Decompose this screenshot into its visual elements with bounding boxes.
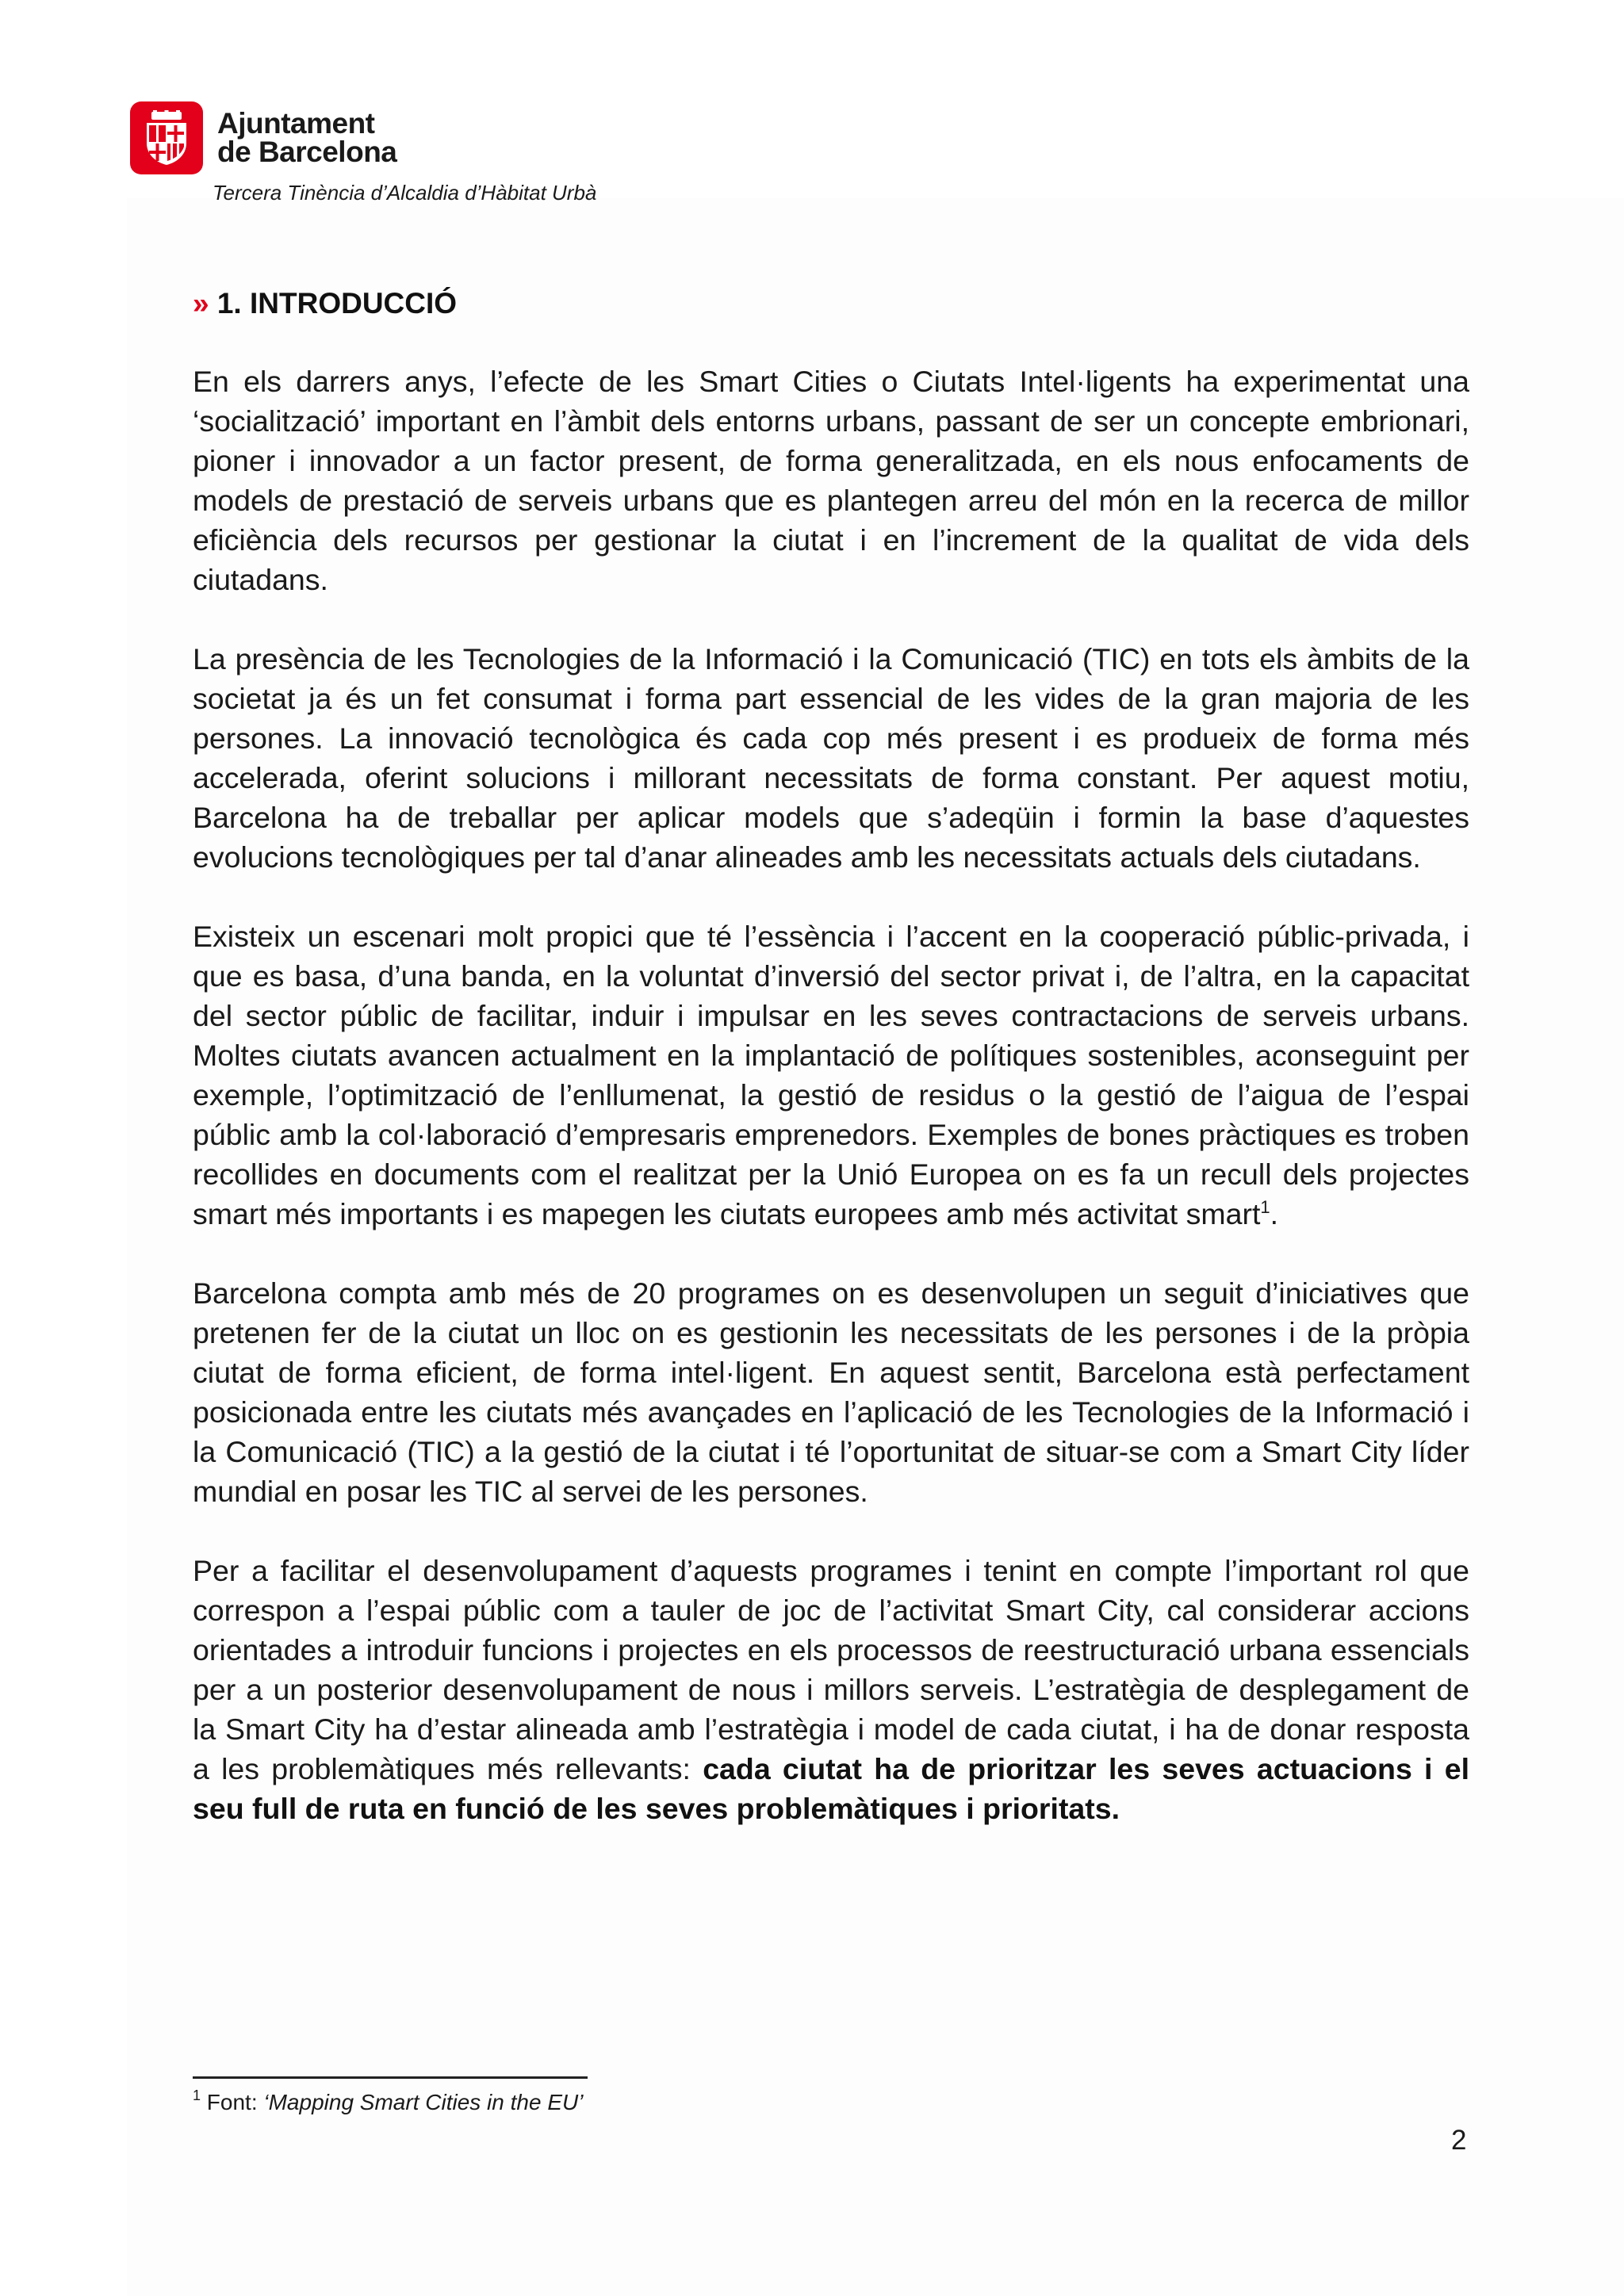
paragraph-2: La presència de les Tecnologies de la Informació i la Comunicació (TIC) en tots els àmbits de la societat ja és un fet consumat i forma part essencial de les vides de la gran majoria de les persones. La innovació tecnològica és cada cop més present i es produeix de forma més accelerada, oferint solucions i millorant necessitats de forma constant. Per aquest motiu, Barcelona ha de treballar per aplicar models que s’adeqüin i formin la base d’aquestes evolucions tecnològiques per tal d’anar alineades amb les necessitats actuals dels ciutadans. <box>193 642 1469 874</box>
paragraph-5-emphasis: cada ciutat ha de prioritzar les seves actuacions i el seu full de ruta en funció de les seves problemàtiques i prioritats. <box>193 1752 1469 1825</box>
paragraph-5-text: Per a facilitar el desenvolupament d’aquests programes i tenint en compte l’important rol que correspon a l’espai públic com a tauler de joc de l’activitat Smart City, cal considerar accions orientades a introduir funcions i projectes en els processos de reestructuració urbana essencials per a un posterior desenvolupament de nous i millors serveis. L’estratègia de desplegament de la Smart City ha d’estar alineada amb l’estratègia i model de cada ciutat, i ha de donar resposta a les problemàtiques més rellevants: <box>193 1554 1469 1785</box>
page-number: 2 <box>1451 2125 1467 2156</box>
organization-logo <box>130 101 396 174</box>
section-heading <box>193 287 457 320</box>
footnote-source-title: ‘Mapping Smart Cities in the EU’ <box>263 2090 584 2114</box>
paragraph-5 <box>193 1551 1469 1828</box>
department-subtitle: Tercera Tinència d’Alcaldia d’Hàbitat Urbà <box>213 181 597 205</box>
heading-title: 1. INTRODUCCIÓ <box>216 287 458 320</box>
organization-name <box>217 109 396 166</box>
barcelona-coat-of-arms-icon <box>130 101 203 174</box>
paragraph-4: Barcelona compta amb més de 20 programes on es desenvolupen un seguit d’iniciatives que pretenen fer de la ciutat un lloc on es gestionin les necessitats de les persones i de la pròpia ciutat de forma eficient, de forma intel·ligent. En aquest sentit, Barcelona està perfectament posicionada entre les ciutats més avançades en l’aplicació de les Tecnologies de la Informació i la Comunicació (TIC) a la gestió de la ciutat i té l’oportunitat de situar-se com a Smart City líder mundial en posar les TIC al servei de les persones. <box>193 1276 1469 1508</box>
paragraph-3-text: Existeix un escenari molt propici que té l’essència i l’accent en la cooperació públic-privada, i que es basa, d’una banda, en la voluntat d’inversió del sector privat i, de l’altra, en la capacitat del sector públic de facilitar, induir i impulsar en les seves contractacions de serveis urbans. Moltes ciutats avancen actualment en la implantació de polítiques sostenibles, aconseguint per exemple, l’optimització de l’enllumenat, la gestió de residus o la gestió de l’aigua de l’espai públic amb la col·laboració d’empresaris emprenedors. Exemples de bones pràctiques es troben recollides en documents com el realitzat per la Unió Europea on es fa un recull dels projectes smart més importants i es mapegen les ciutats europees amb més activitat smart <box>193 920 1469 1230</box>
footnote-reference[interactable]: 1 <box>1260 1197 1270 1217</box>
paragraph-3 <box>193 916 1469 1234</box>
footnote-number: 1 <box>193 2087 201 2103</box>
footnote-separator <box>193 2076 588 2079</box>
footnote-label: Font: <box>201 2090 264 2114</box>
organization-name-line1: Ajuntament <box>217 107 375 140</box>
footnote <box>193 2087 584 2115</box>
paragraph-3-end: . <box>1270 1197 1279 1230</box>
heading-marker: » <box>193 287 209 320</box>
body-text <box>193 362 1469 1828</box>
paragraph-1: En els darrers anys, l’efecte de les Smart Cities o Ciutats Intel·ligents ha experimentat una ‘socialització’ important en l’àmbit dels entorns urbans, passant de ser un concepte embrionari, pioner i innovador a un factor present, de forma generalitzada, en els nous enfocaments de models de prestació de serveis urbans que es plantegen arreu del món en la recerca de millor eficiència dels recursos per gestionar la ciutat i en l’increment de la qualitat de vida dels ciutadans. <box>193 365 1469 596</box>
organization-name-line2: de Barcelona <box>217 136 397 168</box>
